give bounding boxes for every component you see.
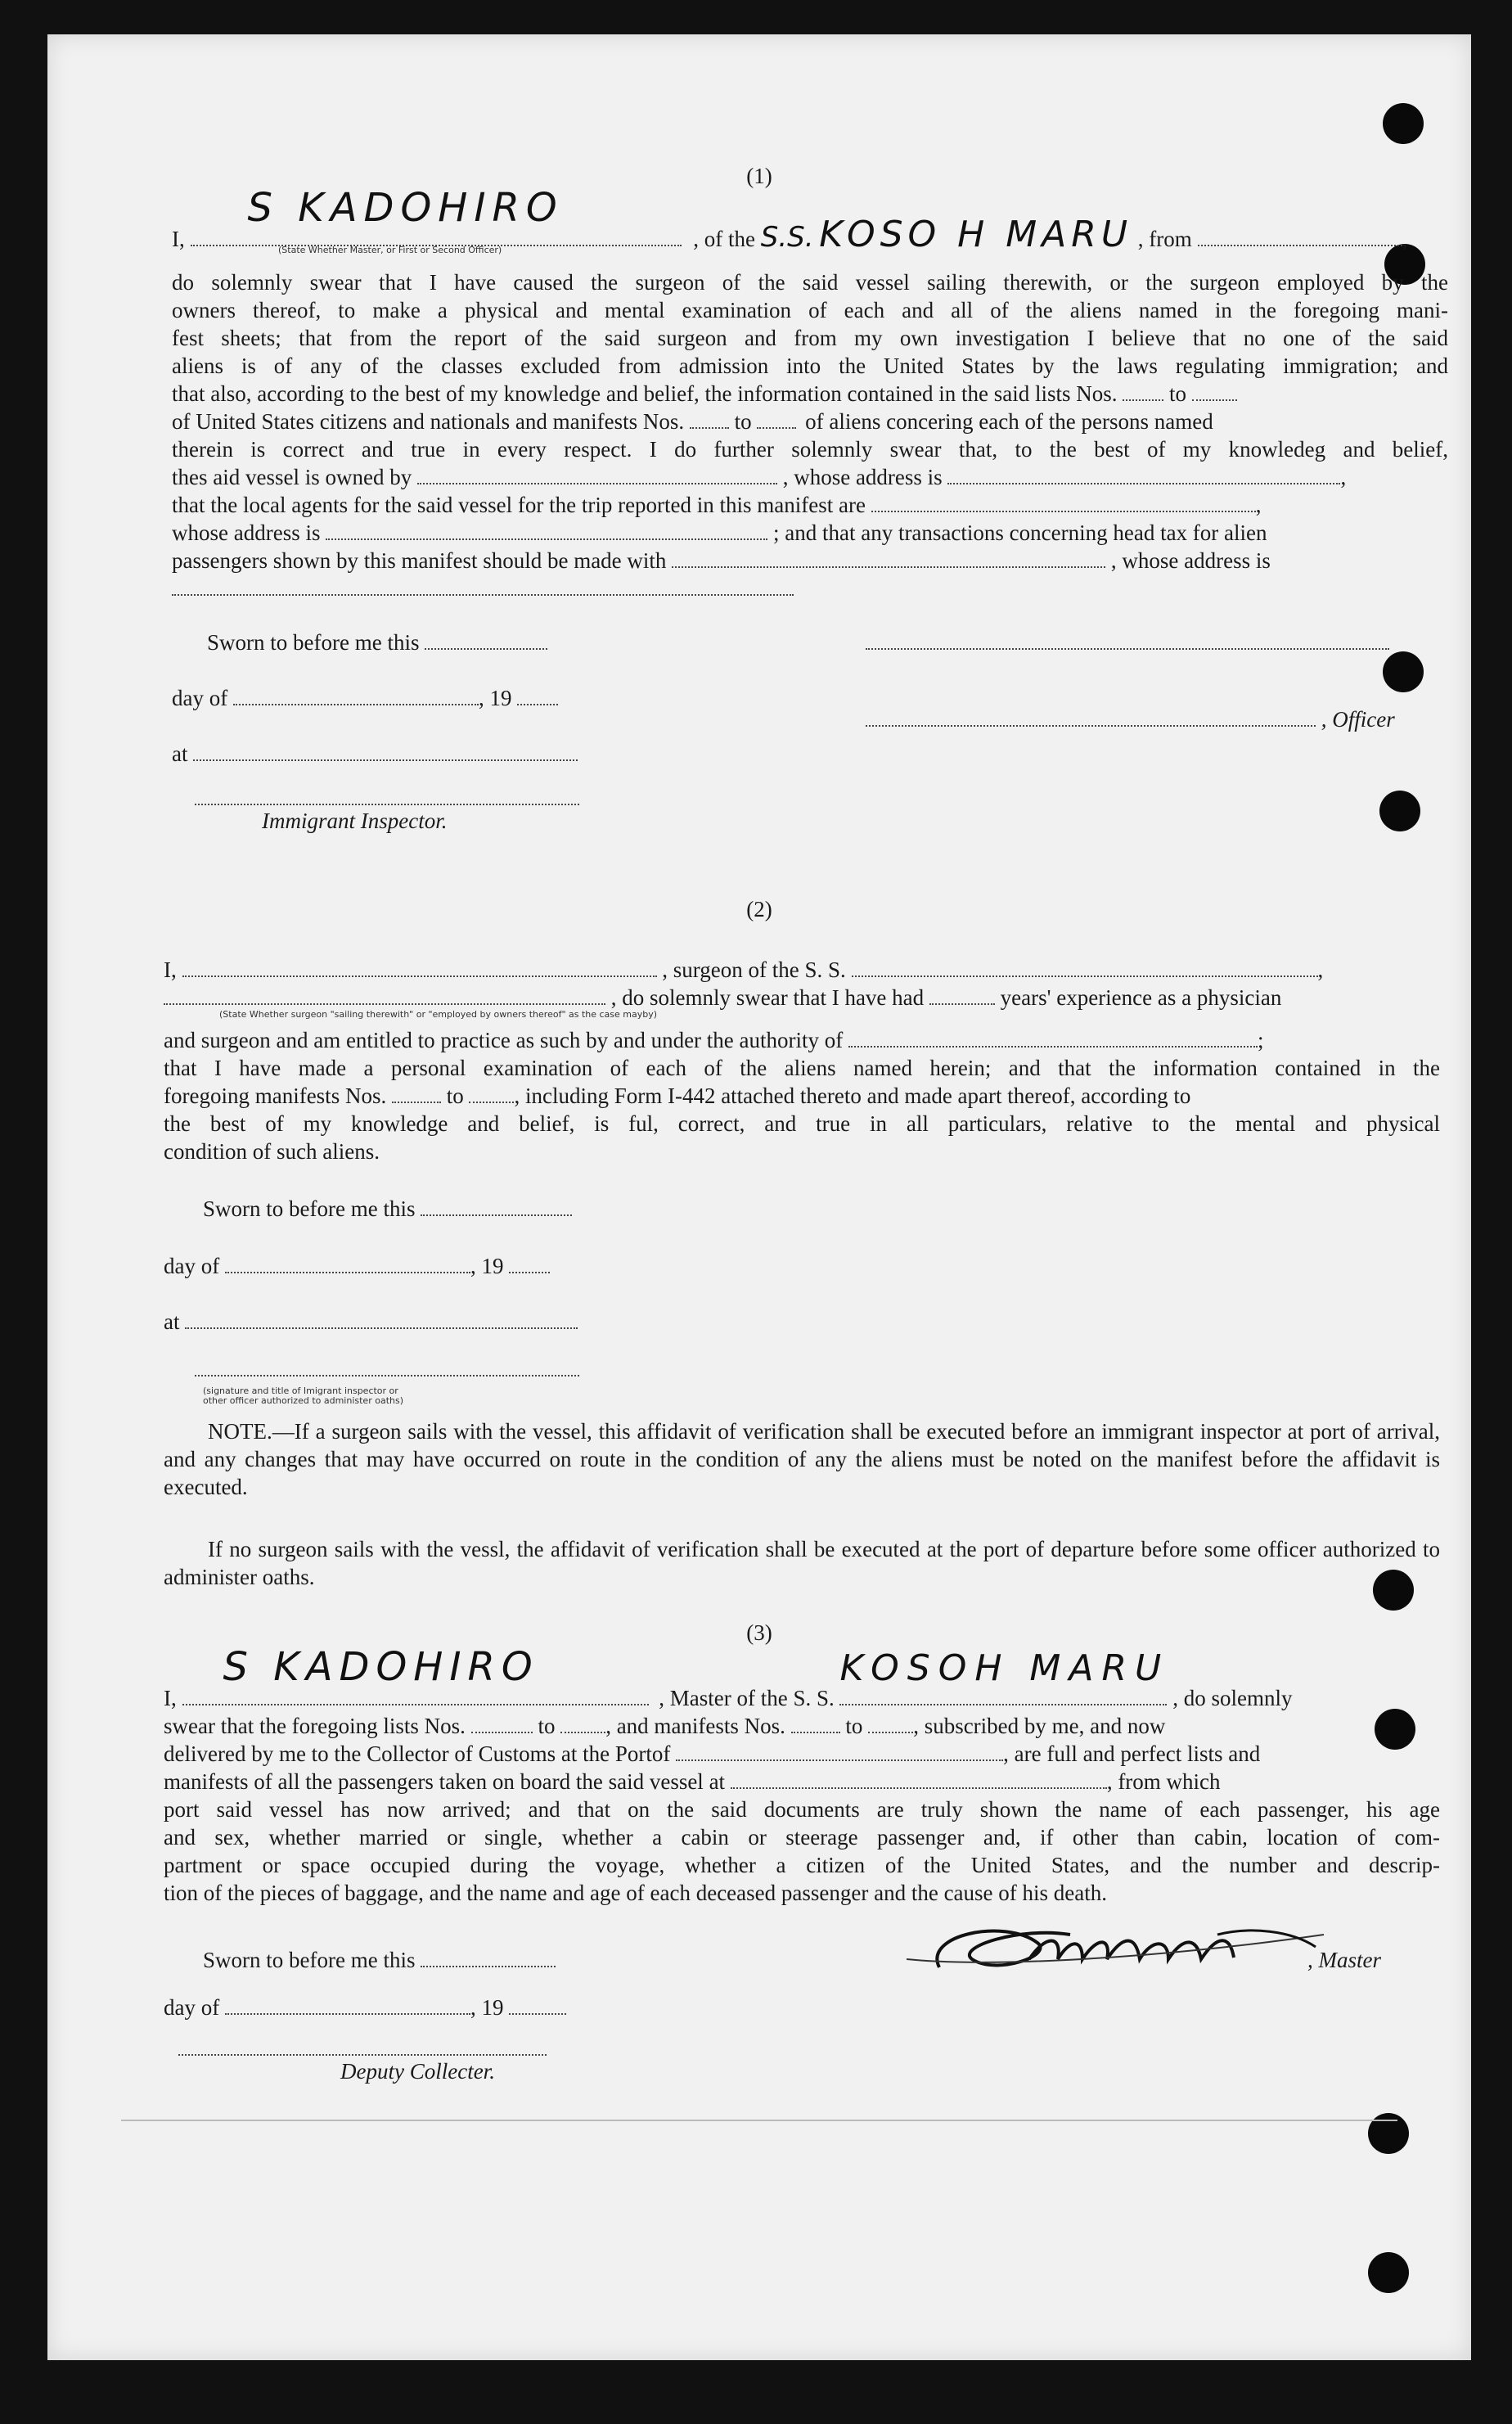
oath-text-line: therein is correct and true in every respect. I do further solemnly swear that, to the best of my knowledeg and belief, [172,437,1448,462]
master-line-5: port said vessel has now arrived; and that on the said documents are truly shown the name of each passenger, his age [164,1797,1440,1822]
manifest-no-blank[interactable] [868,1714,913,1733]
text: , do solemnly [1172,1686,1293,1710]
punch-hole [1368,2252,1409,2293]
text: , subscribed by me, and now [913,1714,1166,1738]
text: day of [164,1254,220,1278]
text: , from which [1106,1769,1221,1794]
name-blank[interactable] [191,185,682,246]
text: manifests of all the passengers taken on board the said vessel at [164,1769,726,1794]
text: and surgeon and am entitled to practice as such by and under the authority of [164,1028,844,1052]
manifest-page [47,34,1471,2360]
text: , 19 [478,686,512,710]
month-blank[interactable] [225,1254,470,1273]
list-no-blank[interactable] [1192,381,1237,401]
text: , whose address is [782,465,943,489]
ship-prefix: S.S. [760,221,814,254]
text: ; and that any transactions concerning head tax for alien [772,520,1267,545]
years-blank[interactable] [929,985,995,1005]
port-blank[interactable] [676,1741,1003,1761]
manifest-no-blank[interactable] [469,1084,514,1103]
officer-label: , Officer [1321,707,1395,732]
master-line-8: tion of the pieces of baggage, and the name and age of each deceased passenger and the cause of his death. [164,1881,1107,1905]
surgeon-line-1 [164,956,1440,984]
text: day of [172,686,228,710]
manifest-no-blank[interactable] [392,1084,441,1103]
surgeon-line-3 [164,1026,1440,1054]
month-blank[interactable] [233,686,479,705]
oath-text-line: fest sheets; that from the report of the said surgeon and from my own investigation I believe that no one of the said [172,326,1448,350]
text: passengers shown by this manifest should be made with [172,548,667,573]
text: , whose address is [1110,548,1271,573]
text: , 19 [470,1254,504,1278]
of-the-label: , of the [693,227,755,251]
oath-text-line [172,574,1448,602]
section-number: (1) [746,164,772,188]
officer-blank[interactable] [866,707,1316,727]
date-blank[interactable] [421,1196,572,1216]
pronoun: I, [164,957,177,982]
text: years' experience as a physician [1000,985,1282,1010]
text: of aliens concering each of the persons named [805,409,1213,434]
text: thes aid vessel is owned by [172,465,412,489]
text: foregoing manifests Nos. [164,1084,387,1108]
owner-blank[interactable] [417,465,777,484]
oath-text-line [172,547,1448,574]
text: , and manifests Nos. [605,1714,785,1738]
sworn-line [203,1195,1479,1223]
text: Sworn to before me this [203,1948,416,1972]
surgeon-line-4: that I have made a personal examination of each of the aliens named herein; and that the information contained in the [164,1056,1440,1080]
oath-text-line: do solemnly swear that I have caused the surgeon of the said vessel sailing therewith, or the surgeon employed by the [172,270,1448,295]
list-no-blank[interactable] [471,1714,533,1733]
text: , Master of the S. S. [659,1686,835,1710]
head-tax-blank[interactable] [672,548,1105,568]
surgeon-line-6: the best of my knowledge and belief, is ful, correct, and true in all particulars, relative to the mental and physical [164,1111,1440,1136]
semicolon: ; [1258,1028,1264,1052]
officer-line [866,705,1447,733]
date-blank[interactable] [421,1948,556,1967]
surgeon-line-2 [164,984,1440,1012]
manifest-no-blank[interactable] [757,409,796,429]
oath-text-line: owners thereof, to make a physical and mental examination of each and all of the aliens named in the foregoing mani- [172,298,1448,322]
oath-text-line: aliens is of any of the classes excluded from admission into the United States by the laws regulating immigration; and [172,354,1448,378]
year-blank[interactable] [509,1995,566,2015]
section-number: (2) [746,897,772,921]
comma: , [1402,227,1408,251]
text: , are full and perfect lists and [1003,1741,1261,1766]
list-no-blank[interactable] [560,1714,605,1733]
collector-label: Deputy Collecter. [340,2059,495,2084]
text: at [172,741,188,766]
text: whose address is [172,520,321,545]
pronoun: I, [172,227,185,251]
text: , including Form I-442 attached thereto and made apart thereof, according to [514,1084,1191,1108]
embark-port-blank[interactable] [731,1769,1107,1789]
surgeon-caption: (State Whether surgeon "sailing therewith" or "employed by owners thereof" as the case mayby) [219,1009,658,1020]
head-tax-address-blank[interactable] [172,576,794,596]
text: of United States citizens and nationals and manifests Nos. [172,409,685,434]
master-line-4 [164,1768,1440,1795]
collector-signature-blank[interactable] [178,2036,547,2056]
pronoun: I, [164,1686,177,1710]
note-paragraph: NOTE.—If a surgeon sails with the vessel, this affidavit of verification shall be executed before an immigrant inspector at port of arrival, and any changes that may have occurred on route in the condition of any the aliens must be noted on the manifest before the affidavit is executed. [164,1419,1440,1499]
officer-signature-line [866,629,1438,656]
text: , surgeon of the S. S. [662,957,846,982]
master-line-1 [164,1644,1440,1712]
oath-text-line [172,408,1448,435]
list-no-blank[interactable] [1123,381,1163,401]
master-line-6: and sex, whether married or single, whether a cabin or steerage passenger and, if other than cabin, location of com- [164,1825,1440,1850]
day-of-line [164,1994,1440,2021]
text: that the local agents for the said vessel for the trip reported in this manifest are [172,493,866,517]
date-blank[interactable] [425,630,547,650]
master-label: , Master [1307,1948,1381,1972]
text: to [538,1714,556,1738]
agents-address-blank[interactable] [326,520,767,540]
handwritten-name: S KADOHIRO [247,185,564,231]
day-of-line [164,1252,1440,1280]
text: Sworn to before me this [207,630,420,655]
at-line [164,1308,1440,1336]
from-label: , from [1137,227,1192,251]
handwritten-ship-name: KOSO H MARU [819,214,1133,255]
from-blank[interactable] [1198,227,1402,246]
oath-text-line [172,491,1448,519]
text: to [734,409,752,434]
signature-blank[interactable] [866,630,1389,650]
signature-caption: (signature and title of Imigrant inspector or other officer authorized to administer oaths) [203,1385,403,1406]
ship-name-blank[interactable] [839,1647,1170,1705]
owner-address-blank[interactable] [947,465,1340,484]
at-line [172,740,1448,768]
surgeon-ship-blank[interactable] [852,957,1318,977]
text: at [164,1309,180,1334]
text: that also, according to the best of my knowledge and belief, the information contained in the said lists Nos. [172,381,1118,406]
text: to [845,1714,863,1738]
oath-text-line [172,380,1448,408]
note-paragraph: If no surgeon sails with the vessl, the affidavit of verification shall be executed at the port of departure before some officer authorized to administer oaths. [164,1537,1440,1589]
section-number: (3) [746,1620,772,1645]
agents-blank[interactable] [871,493,1256,512]
master-line-3 [164,1740,1440,1768]
inspector-signature-blank[interactable] [195,786,579,805]
text: Sworn to before me this [203,1196,416,1221]
signature-blank[interactable] [195,1357,579,1376]
text: to [446,1084,464,1108]
handwritten-name: S KADOHIRO [223,1644,539,1690]
surgeon-name-blank[interactable] [182,957,657,977]
name-caption: (State Whether Master, or First or Second Officer) [278,245,502,255]
oath-text-line [172,519,1448,547]
master-name-blank[interactable] [182,1644,649,1705]
handwritten-ship-name: KOSOH MARU [839,1647,1170,1689]
master-line-7: partment or space occupied during the voyage, whether a citizen of the United States, and the number and descrip- [164,1853,1440,1877]
text: delivered by me to the Collector of Customs at the Portof [164,1741,671,1766]
text: , do solemnly swear that I have had [610,985,925,1010]
comma: , [1340,465,1347,489]
master-line-2 [164,1712,1440,1740]
divider [121,2120,1397,2121]
place-blank[interactable] [185,1309,578,1329]
manifest-no-blank[interactable] [791,1714,840,1733]
text: to [1168,381,1186,406]
manifest-no-blank[interactable] [690,409,729,429]
punch-hole [1383,103,1424,144]
place-blank[interactable] [193,741,578,761]
surgeon-line-5 [164,1082,1440,1110]
comma: , [1255,493,1262,517]
month-blank[interactable] [225,1995,470,2015]
year-blank[interactable] [517,686,558,705]
authority-blank[interactable] [848,1028,1258,1048]
text: day of [164,1995,220,2020]
inspector-label: Immigrant Inspector. [262,809,448,833]
sig-line [195,1355,1471,1383]
surgeon-type-blank[interactable] [164,985,605,1005]
comma: , [1317,957,1324,982]
text: swear that the foregoing lists Nos. [164,1714,466,1738]
surgeon-line-7: condition of such aliens. [164,1139,380,1164]
year-blank[interactable] [509,1254,550,1273]
master-signature [907,1902,1365,1984]
text: , 19 [470,1995,504,2020]
oath-text-line [172,463,1448,491]
